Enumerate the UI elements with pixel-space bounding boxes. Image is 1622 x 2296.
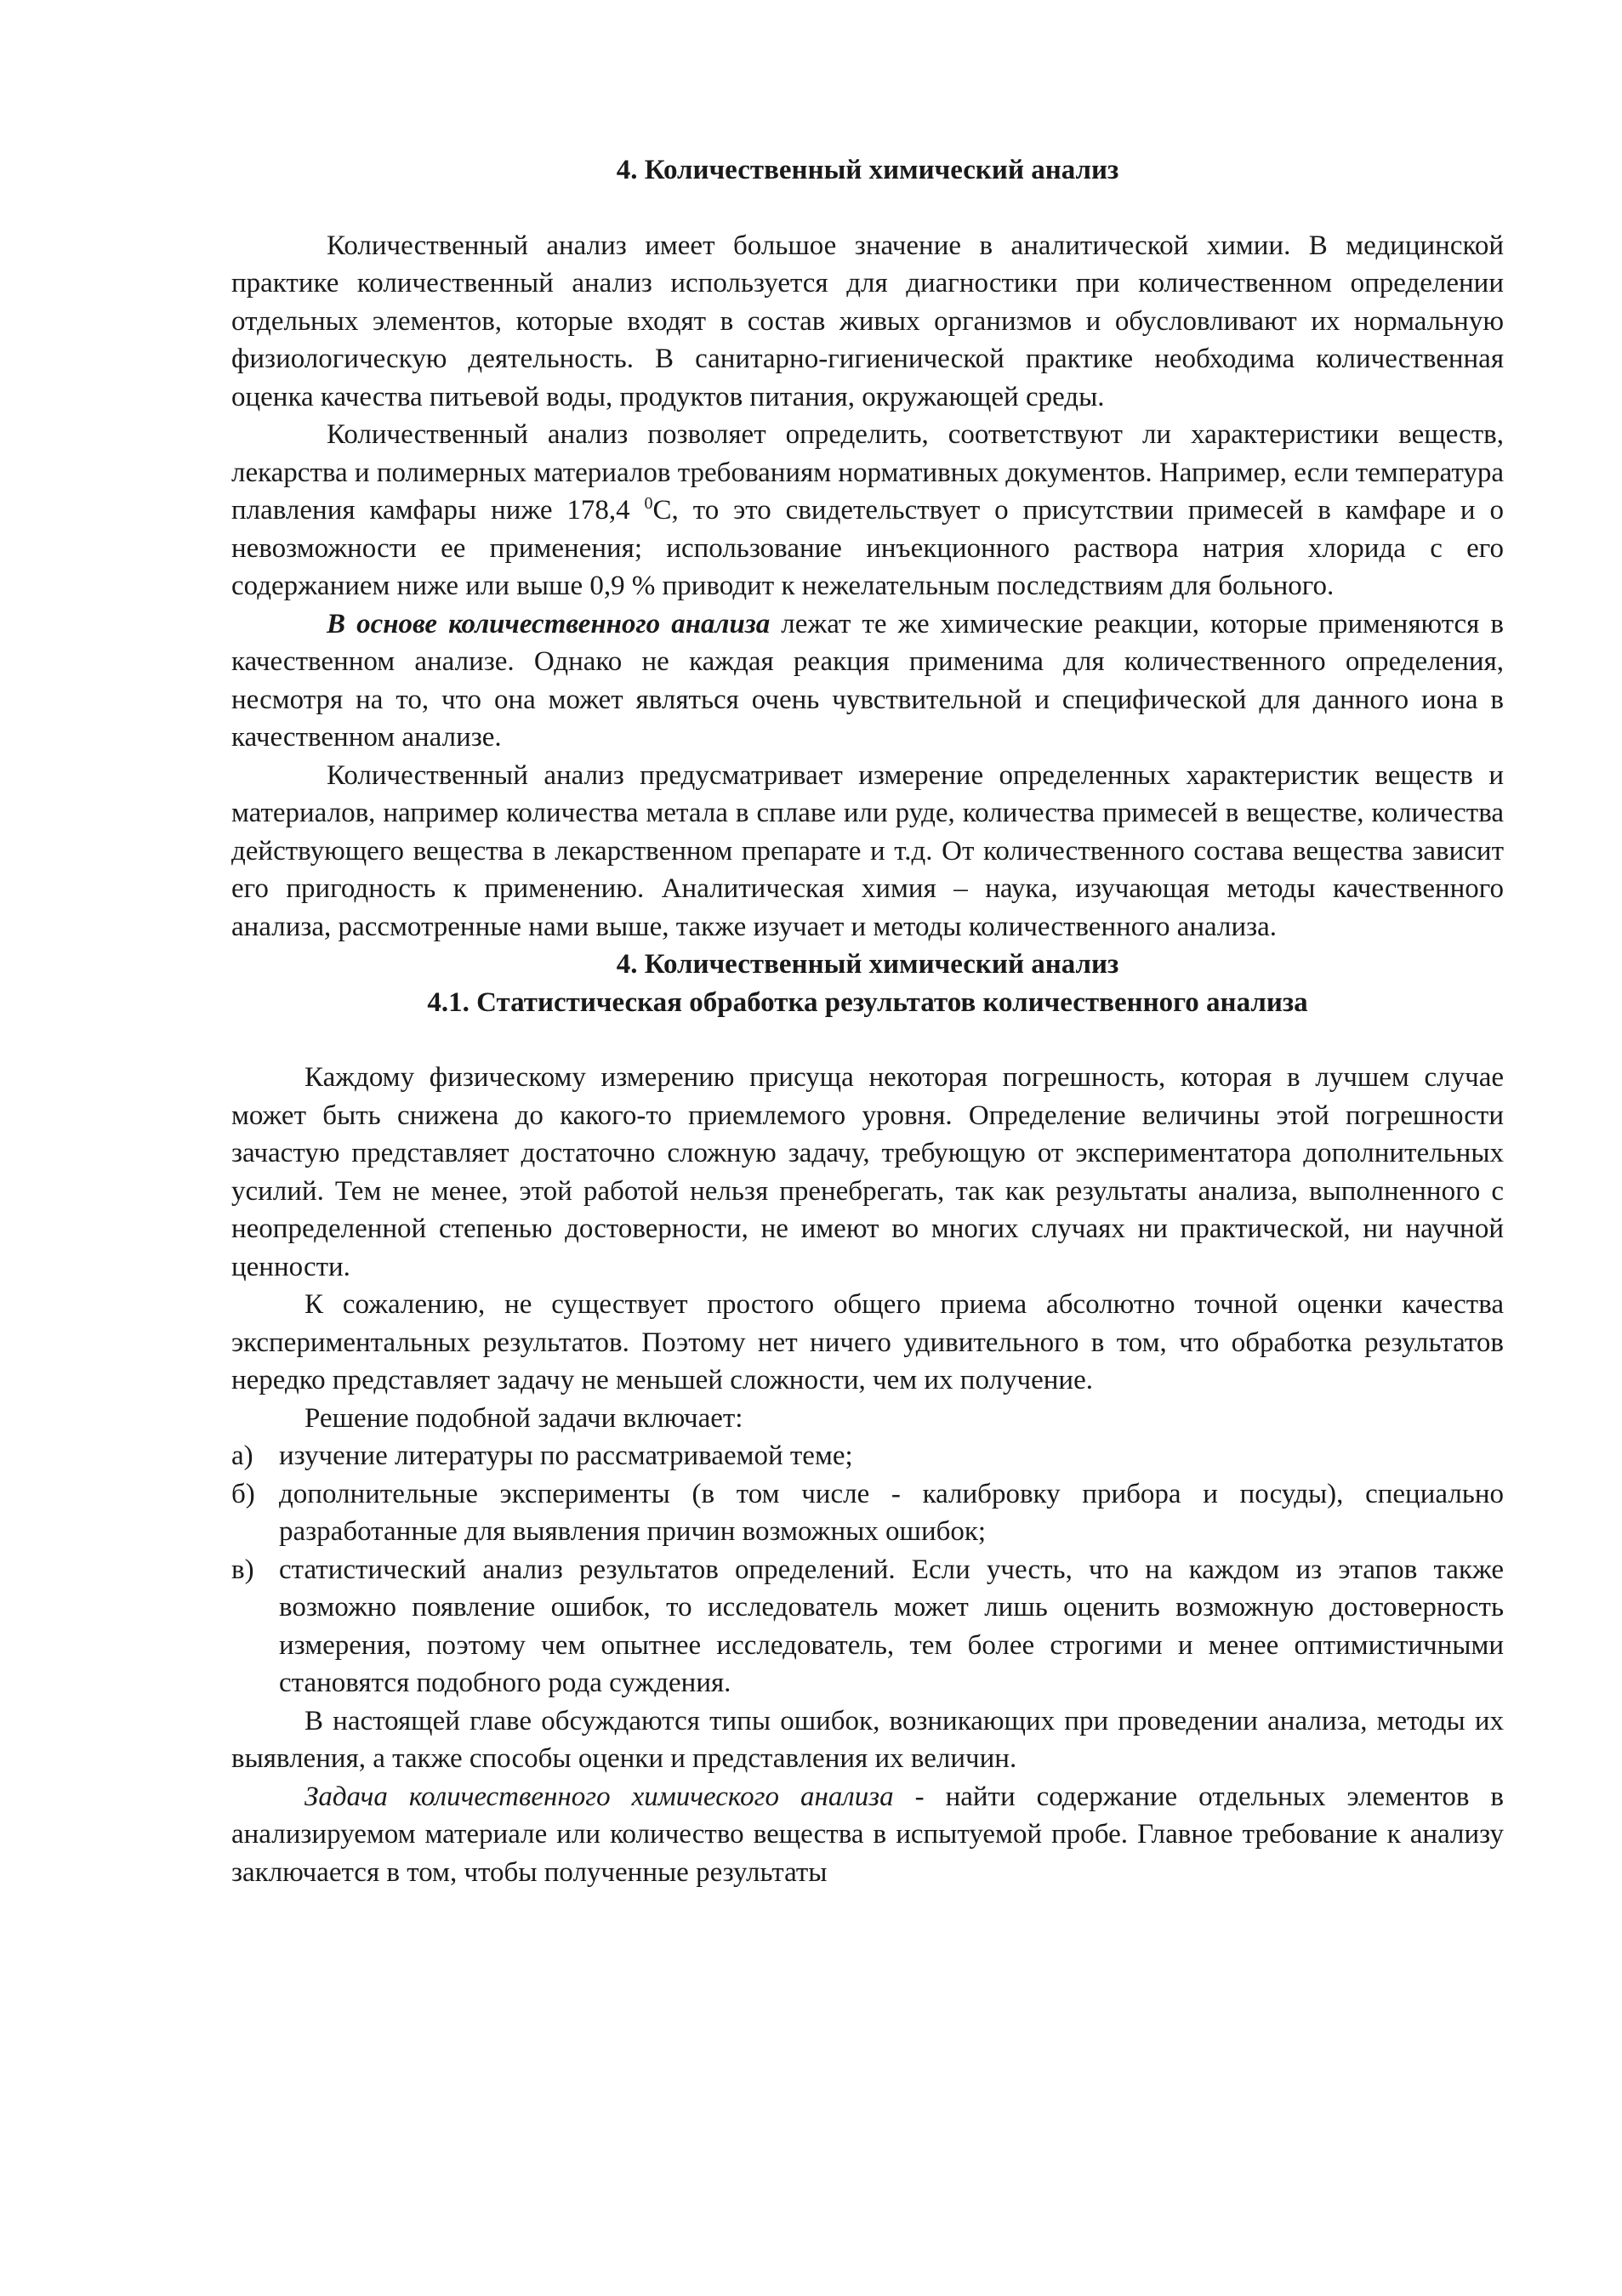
paragraph-chapter [231,1702,1504,1778]
list-item [231,1475,1504,1551]
paragraph-task-text: - найти содержание отдельных элементов в анализируемом материале или количество вещества в испытуемой пробе. Главное требование к анализу заключается в том, чтобы полученные результаты [231,1781,1504,1888]
solution-list [231,1437,1504,1702]
section-heading-repeat: 4. Количественный химический анализ [616,949,1119,980]
list-marker: в) [231,1554,254,1585]
paragraph-unfortunately-text: К сожалению, не существует простого общего приема абсолютно точной оценки качества экспериментальных результатов. Поэтому нет ничего удивительного в том, что обработка результатов нередко представляет задачу не меньшей сложности, чем их получение. [231,1289,1504,1395]
list-item-text: дополнительные эксперименты (в том числе - калибровку прибора и посуды), специально разработанные для выявления причин возможных ошибок; [279,1478,1504,1547]
spacer [231,1021,1504,1059]
list-marker: а) [231,1441,253,1471]
document-page [231,151,1504,1891]
paragraph-error-text: Каждому физическому измерению присуща некоторая погрешность, которая в лучшем случае может быть снижена до какого-то приемлемого уровня. Определение величины этой погрешности зачастую представляет достаточно сложную задачу, требующую от экспериментатора дополнительных усилий. Тем не менее, этой работой нельзя пренебрегать, так как результаты анализа, выполненного с неопределенной степенью достоверности, не имеют во многих случаях ни практической, ни научной ценности. [231,1062,1504,1282]
paragraph-solution-text: Решение подобной задачи включает: [304,1402,743,1434]
paragraph-chapter-text: В настоящей главе обсуждаются типы ошибок, возникающих при проведении анализа, методы их выявления, а также способы оценки и представления их величин. [231,1705,1504,1774]
paragraph-intro-text: Количественный анализ имеет большое значение в аналитической химии. В медицинской практике количественный анализ используется для диагностики при количественном определении отдельных элементов, которые входят в состав живых организмов и обусловливают их нормальную физиологическую деятельность. В санитарно-гигиенической практике необходима количественная оценка качества питьевой воды, продуктов питания, окружающей среды. [231,230,1504,412]
paragraph-basis-lead: В основе количественного анализа [327,608,771,639]
list-item-text: изучение литературы по рассматриваемой теме; [279,1441,853,1471]
paragraph-measurement [231,757,1504,946]
paragraph-basis-text: лежат те же химические реакции, которые применяются в качественном анализе. Однако не каждая реакция применима для количественного определения, несмотря на то, что она может являться очень чувствительной и специфической для данного иона в качественном анализе. [231,608,1505,753]
subsection-heading: 4.1. Статистическая обработка результатов количественного анализа [427,986,1308,1018]
paragraph-purpose-text-b: С, то это свидетельствует о присутствии примесей в камфаре и о невозможности ее применения; использование инъекционного раствора натрия хлорида с его содержанием ниже или выше 0,9 % приводит к нежелательным последствиям для больного. [231,495,1504,601]
list-marker: б) [231,1478,255,1509]
paragraph-purpose [231,416,1504,605]
paragraph-measurement-text: Количественный анализ предусматривает измерение определенных характеристик веществ и материалов, например количества метала в сплаве или руде, количества примесей в веществе, количества действующего вещества в лекарственном препарате и т.д. От количественного состава вещества зависит его пригодность к применению. Аналитическая химия – наука, изучающая методы качественного анализа, рассмотренные нами выше, также изучает и методы количественного анализа. [231,759,1504,942]
paragraph-unfortunately [231,1286,1504,1400]
paragraph-purpose-text-a: Количественный анализ позволяет определить, соответствуют ли характеристики веществ, лекарства и полимерных материалов требованиям нормативных документов. Например, если температура плавления камфары ниже 178,4 [231,419,1504,526]
list-item [231,1437,1504,1475]
list-item-text: статистический анализ результатов определений. Если учесть, что на каждом из этапов также возможно появление ошибок, то исследователь может лишь оценить возможную достоверность измерения, поэтому чем опытнее исследователь, тем более строгими и менее оптимистичными становятся подобного рода суждения. [279,1554,1504,1698]
section-heading: 4. Количественный химический анализ [616,155,1119,185]
paragraph-solution [231,1400,1504,1438]
paragraph-task [231,1778,1504,1892]
paragraph-basis [231,605,1504,757]
paragraph-intro [231,227,1504,417]
list-item [231,1551,1504,1702]
paragraph-error [231,1059,1504,1286]
paragraph-task-lead: Задача количественного химического анализа [304,1781,894,1812]
degree-superscript: 0 [644,494,653,513]
